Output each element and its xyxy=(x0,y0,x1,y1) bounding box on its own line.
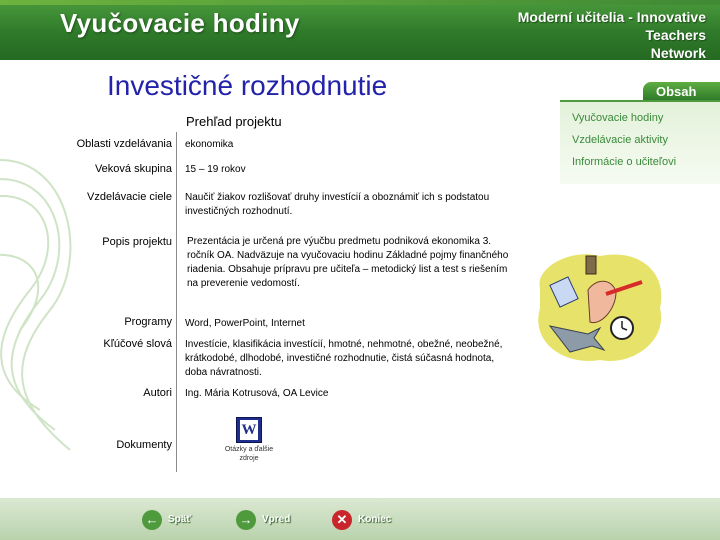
areas-label: Oblasti vzdelávania xyxy=(76,138,172,150)
description-value: Prezentácia je určená pre výučbu predmetu podniková ekonomika 3. ročník OA. Nadväzuje na vyučovaciu hodinu Základné pojmy finančného riadenia. Obsahuje prípravu pre učiteľa – metodický list a test s riešením na preverenie vedomostí. xyxy=(187,236,509,289)
header-bar xyxy=(0,0,720,60)
goals-value: Naučiť žiakov rozlišovať druhy investícií a oboznámiť ich s podstatou investičných rozhodnutí. xyxy=(185,192,490,217)
back-button-label: Späť xyxy=(168,514,192,525)
network-line-1: Moderní učitelia - Innovative xyxy=(517,9,706,25)
programs-value: Word, PowerPoint, Internet xyxy=(185,318,305,329)
bottle-icon xyxy=(586,256,596,274)
network-line-2: Teachers xyxy=(645,27,706,43)
age-label: Veková skupina xyxy=(94,163,172,175)
document-caption[interactable]: Otázky a ďalšie zdroje xyxy=(224,446,274,462)
close-button-label: Koniec xyxy=(358,514,392,525)
keywords-label: Kľúčové slová xyxy=(103,338,172,350)
menu-item-lessons[interactable]: Vyučovacie hodiny xyxy=(572,112,664,124)
decorative-swirl xyxy=(0,60,80,460)
contents-tab-label: Obsah xyxy=(656,84,697,99)
column-divider xyxy=(176,132,177,472)
menu-item-activities[interactable]: Vzdelávacie aktivity xyxy=(572,134,668,146)
header-stripe xyxy=(0,0,720,5)
authors-value: Ing. Mária Kotrusová, OA Levice xyxy=(185,388,329,399)
forward-button-label: Vpred xyxy=(262,514,291,525)
network-title xyxy=(518,8,706,62)
description-label: Popis projektu xyxy=(102,236,172,248)
word-document-icon[interactable] xyxy=(236,417,262,443)
arrow-right-icon: → xyxy=(236,510,256,530)
goals-label: Vzdelávacie ciele xyxy=(87,191,172,203)
forward-button[interactable] xyxy=(236,510,296,532)
documents-label: Dokumenty xyxy=(116,439,172,451)
arrow-left-icon: ← xyxy=(142,510,162,530)
back-button[interactable] xyxy=(142,510,194,532)
overview-title: Prehľad projektu xyxy=(186,114,282,129)
menu-item-teacher-info[interactable]: Informácie o učiteľovi xyxy=(572,156,677,168)
keywords-value: Investície, klasifikácia investícií, hmotné, nehmotné, obežné, neobežné, krátkodobé, dlhodobé, investičné rozhodnutie, čistá súčasná hodnota, doba návratnosti. xyxy=(185,339,503,378)
programs-label: Programy xyxy=(124,316,172,328)
age-value: 15 – 19 rokov xyxy=(185,164,246,175)
close-button[interactable] xyxy=(332,510,396,532)
app-title: Vyučovacie hodiny xyxy=(60,8,300,38)
authors-label: Autori xyxy=(143,387,172,399)
network-line-3: Network xyxy=(650,45,706,61)
clipart-illustration xyxy=(530,248,670,368)
close-icon: ✕ xyxy=(332,510,352,530)
page-title: Investičné rozhodnutie xyxy=(107,70,388,101)
areas-value: ekonomika xyxy=(185,139,234,150)
